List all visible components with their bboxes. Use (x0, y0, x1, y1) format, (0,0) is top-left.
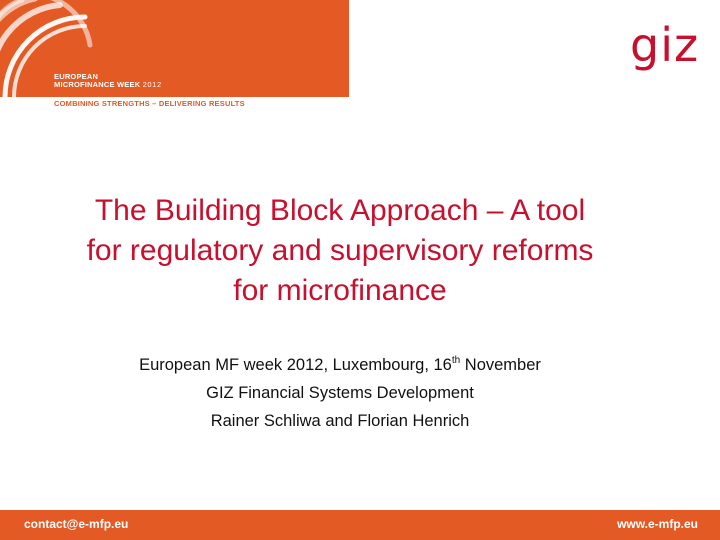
event-tagline: COMBINING STRENGTHS – DELIVERING RESULTS (54, 99, 245, 108)
footer-bar (0, 510, 720, 540)
event-name-line1: EUROPEAN (54, 72, 99, 81)
subtitle-date-suffix: th (451, 355, 461, 366)
contact-email-link[interactable]: contact@e-mfp.eu (24, 517, 129, 531)
title-line2: for regulatory and supervisory reforms (86, 234, 594, 267)
subtitle-line2: GIZ Financial Systems Development (206, 384, 474, 402)
event-year: 2012 (142, 80, 162, 89)
subtitle-line3: Rainer Schliwa and Florian Henrich (210, 412, 470, 430)
slide-title (20, 191, 660, 311)
subtitle-month: November (460, 356, 541, 374)
slide-subtitle (40, 351, 640, 435)
event-banner (0, 0, 349, 97)
subtitle-date-prefix: European MF week 2012, Luxembourg, 16 (139, 356, 452, 374)
title-line3: for microfinance (233, 274, 447, 307)
event-name (54, 73, 162, 89)
subtitle-line1 (40, 351, 640, 379)
giz-logo: giz (630, 18, 700, 72)
title-line1: The Building Block Approach – A tool (94, 194, 586, 227)
arc-logo-graphic (0, 0, 349, 97)
website-link[interactable]: www.e-mfp.eu (617, 517, 698, 531)
event-name-line2: MICROFINANCE WEEK (54, 80, 141, 89)
